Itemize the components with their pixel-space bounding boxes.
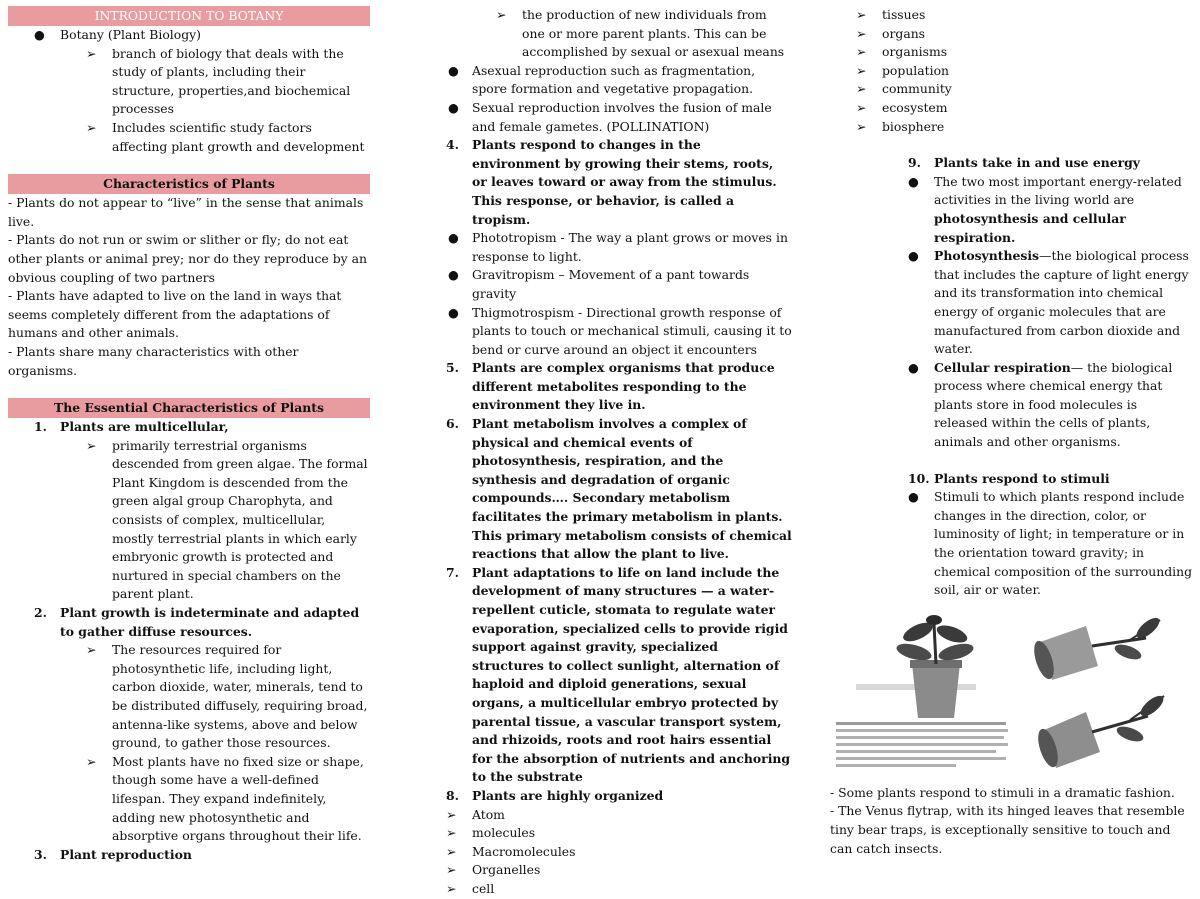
level-text: community: [882, 81, 952, 97]
caption-line: [836, 736, 1004, 739]
item-number: 7.: [446, 564, 459, 580]
bullet-icon: ●: [448, 62, 459, 78]
numbered-item-10: [830, 470, 1192, 489]
level-text: cell: [472, 880, 495, 896]
level-item: [830, 80, 1192, 99]
section-title-intro: INTRODUCTION TO BOTANY: [8, 6, 370, 26]
numbered-item-7: [444, 564, 792, 787]
level-text: organisms: [882, 44, 948, 60]
arrow-bullet-icon: ➢: [856, 62, 867, 78]
item-number: 1.: [34, 419, 47, 435]
arrow-bullet-icon: ➢: [446, 880, 457, 896]
level-text: tissues: [882, 7, 926, 22]
botany-label: Botany (Plant Biology): [60, 27, 201, 42]
item-heading: Plant reproduction: [60, 846, 192, 862]
leaf: [1133, 614, 1162, 641]
level-item: [444, 806, 792, 825]
arrow-bullet-icon: ➢: [856, 7, 867, 22]
numbered-item-9: [830, 154, 1192, 173]
numbered-item-6: [444, 415, 792, 564]
level-text: Atom: [472, 806, 505, 822]
item2-sub: [8, 641, 370, 753]
caption-line: [836, 729, 1008, 732]
botany-sub-item: [8, 45, 370, 119]
term-definition: — the biological process where chemical energy that plants store in food molecules is released within the cells of plants, animals and other organisms.: [934, 359, 1173, 450]
tropism-bullet: [444, 304, 792, 360]
photosynthesis-bullet: [830, 247, 1192, 359]
arrow-bullet-icon: ➢: [86, 45, 97, 61]
item-sub-text: Most plants have no fixed size or shape, though some have a well-defined lifespan. They expand indefinitely, adding new photosynthetic and absorptive organs throughout their life.: [112, 753, 364, 844]
item-number: 3.: [34, 846, 47, 862]
bullet-icon: ●: [908, 489, 919, 505]
term-definition: —the biological process that includes the capture of light energy and its transformation into chemical energy of organic molecules that are manufactured from carbon dioxide and water.: [934, 248, 1189, 357]
arrow-bullet-icon: ➢: [86, 437, 97, 453]
bullet-text: Stimuli to which plants respond include changes in the direction, color, or luminosity of light; in temperature or in the orientation toward gravity; in chemical composition of the surrounding soil, air or water.: [934, 489, 1193, 598]
item-heading: Plants take in and use energy: [934, 155, 1141, 171]
closing-line: - Some plants respond to stimuli in a dramatic fashion.: [830, 784, 1175, 800]
bullet-text: The two most important energy-related activities in the living world are: [934, 173, 1182, 208]
gravitropism-figure: [830, 612, 1180, 780]
item-heading: Plants are complex organisms that produce different metabolites responding to the environment they live in.: [472, 360, 775, 413]
item-heading: Plants are highly organized: [472, 787, 664, 803]
level-item: [830, 62, 1192, 81]
section-title-essential: The Essential Characteristics of Plants: [8, 398, 370, 418]
bullet-text-bold: photosynthesis and cellular respiration.: [934, 210, 1126, 245]
item-number: 10.: [908, 470, 930, 486]
arrow-bullet-icon: ➢: [86, 753, 97, 769]
numbered-item-4: [444, 136, 792, 229]
characteristic-line: - Plants do not run or swim or slither or fly; do not eat other plants or animal prey; nor do they reproduce by an obvious coupling of two partners: [8, 232, 367, 285]
item-heading: Plants respond to changes in the environment by growing their stems, roots, or leaves toward or away from the stimulus. This response, or behavior, is called a tropism.: [472, 137, 777, 227]
bullet-icon: ●: [34, 27, 45, 42]
item-heading: Plants are multicellular,: [60, 419, 229, 435]
bullet-icon: ●: [448, 304, 459, 320]
arrow-bullet-icon: ➢: [856, 99, 867, 115]
bullet-icon: ●: [448, 230, 459, 246]
characteristic-line: - Plants do not appear to “live” in the sense that animals live.: [8, 195, 364, 229]
tropism-bullet: [444, 266, 792, 303]
arrow-bullet-icon: ➢: [856, 81, 867, 97]
level-text: Macromolecules: [472, 843, 576, 859]
level-item: [444, 843, 792, 862]
level-item: [444, 861, 792, 880]
bullet-text: Asexual reproduction such as fragmentation, spore formation and vegetative propagation.: [472, 62, 756, 97]
caption-line: [836, 764, 956, 767]
level-item: [444, 824, 792, 843]
item-number: 8.: [446, 787, 459, 803]
bullet-icon: ●: [908, 173, 919, 189]
level-item: [830, 118, 1192, 137]
level-text: ecosystem: [882, 99, 948, 115]
arrow-bullet-icon: ➢: [856, 118, 867, 134]
arrow-bullet-icon: ➢: [496, 7, 507, 22]
numbered-item-3: [8, 846, 370, 865]
bullet-icon: ●: [448, 267, 459, 283]
closing-line: - The Venus flytrap, with its hinged leaves that resemble tiny bear traps, is exceptionally sensitive to touch and can catch insects.: [830, 803, 1185, 856]
bullet-text: Gravitropism – Movement of a pant towards gravity: [472, 267, 750, 301]
level-text: Organelles: [472, 862, 541, 878]
leaf: [926, 615, 942, 625]
level-item: [830, 6, 1192, 25]
caption-line: [836, 757, 1006, 760]
plant-stem: [934, 624, 936, 664]
botany-sub-text: Includes scientific study factors affecting plant growth and development: [112, 119, 365, 154]
item-number: 2.: [34, 605, 47, 621]
characteristic-line: - Plants share many characteristics with other organisms.: [8, 343, 299, 378]
arrow-bullet-icon: ➢: [86, 642, 97, 658]
bullet-text: Phototropism - The way a plant grows or moves in response to light.: [472, 230, 788, 264]
item-heading: Plants respond to stimuli: [934, 470, 1110, 486]
arrow-bullet-icon: ➢: [86, 119, 97, 135]
characteristic-line: - Plants have adapted to live on the land in ways that seems completely different from the adaptations of humans and other animals.: [8, 288, 342, 341]
reproduction-bullet: [444, 62, 792, 99]
caption-line: [836, 743, 1008, 746]
arrow-bullet-icon: ➢: [856, 44, 867, 60]
level-text: population: [882, 62, 950, 78]
level-item: [444, 880, 792, 899]
column-right: [830, 6, 1192, 858]
plant-pots-illustration: [830, 612, 1180, 780]
bullet-icon: ●: [448, 99, 459, 115]
level-item: [830, 25, 1192, 44]
bullet-text: Sexual reproduction involves the fusion of male and female gametes. (POLLINATION): [472, 99, 772, 134]
bullet-icon: ●: [908, 248, 919, 264]
numbered-item-2: [8, 604, 370, 641]
item1-sub: [8, 437, 370, 604]
column-middle: [444, 6, 792, 899]
arrow-bullet-icon: ➢: [446, 806, 457, 822]
tropism-bullet: [444, 229, 792, 266]
botany-sub-item: [8, 119, 370, 156]
numbered-item-1: [8, 418, 370, 437]
item-sub-text: the production of new individuals from one or more parent plants. This can be accomplished by sexual or asexual means: [522, 7, 785, 60]
item-heading: Plant adaptations to life on land include the development of many structures — a water-repellent cuticle, stomata to regulate water evaporation, specialized cells to provide rigid support against gravity, specialized structures to collect sunlight, alternation of haploid and diploid generations, sexual organs, a multicellular embryo protected by parental tissue, a vascular transport system, and rhizoids, roots and root hairs essential for the absorption of nutrients and anchoring to the substrate: [472, 564, 791, 785]
level-text: molecules: [472, 825, 536, 841]
item-number: 5.: [446, 360, 459, 376]
leaf: [895, 640, 933, 663]
level-text: organs: [882, 25, 926, 41]
term-bold: Cellular respiration: [934, 359, 1071, 375]
level-item: [830, 99, 1192, 118]
reproduction-sub: [444, 6, 792, 62]
numbered-item-5: [444, 359, 792, 415]
section-title-characteristics: Characteristics of Plants: [8, 174, 370, 194]
bullet-text: Thigmotrospism - Directional growth response of plants to touch or mechanical stimuli, causing it to bend or curve around an object it encounters: [472, 304, 792, 357]
level-item: [830, 43, 1192, 62]
item-heading: Plant growth is indeterminate and adapted to gather diffuse resources.: [60, 605, 360, 639]
leaf: [935, 622, 970, 646]
term-bold: Photosynthesis: [934, 248, 1040, 264]
leaf: [1115, 723, 1145, 744]
leaf: [937, 640, 975, 663]
stimuli-bullet: [830, 488, 1192, 600]
arrow-bullet-icon: ➢: [856, 25, 867, 41]
botany-item: [8, 26, 370, 45]
column-left: [8, 6, 370, 864]
reproduction-bullet: [444, 99, 792, 136]
numbered-item-8: [444, 787, 792, 806]
item-number: 9.: [908, 155, 921, 171]
item-sub-text: primarily terrestrial organisms descended from green algae. The formal Plant Kingdom is descended from the green algal group Charophyta, and consists of complex, multicellular, mostly terrestrial plants in which early embryonic growth is protected and nurtured in special chambers on the parent plant.: [112, 437, 368, 602]
caption-line: [836, 722, 1006, 725]
item-heading: Plant metabolism involves a complex of physical and chemical events of photosynthesis, respiration, and the synthesis and degradation of organic compounds…. Secondary metabolism facilitates the primary metabolism in plants. This primary metabolism consists of chemical reactions that allow the plant to live.: [472, 416, 792, 562]
arrow-bullet-icon: ➢: [446, 862, 457, 878]
respiration-bullet: [830, 359, 1192, 452]
upright-pot: [912, 664, 960, 718]
arrow-bullet-icon: ➢: [446, 843, 457, 859]
botany-sub-text: branch of biology that deals with the study of plants, including their structure, properties,and biochemical processes: [112, 45, 351, 117]
bullet-icon: ●: [908, 359, 919, 375]
caption-line: [836, 750, 996, 753]
item-number: 6.: [446, 416, 459, 432]
arrow-bullet-icon: ➢: [446, 825, 457, 841]
leaf: [1113, 641, 1143, 662]
item2-sub: [8, 753, 370, 846]
item-sub-text: The resources required for photosynthetic life, including light, carbon dioxide, water, minerals, tend to be distributed diffusely, requiring broad, antenna-like systems, above and below ground, to gather those resources.: [112, 642, 368, 751]
level-text: biosphere: [882, 118, 945, 134]
energy-bullet: [830, 173, 1192, 247]
item-number: 4.: [446, 137, 459, 153]
